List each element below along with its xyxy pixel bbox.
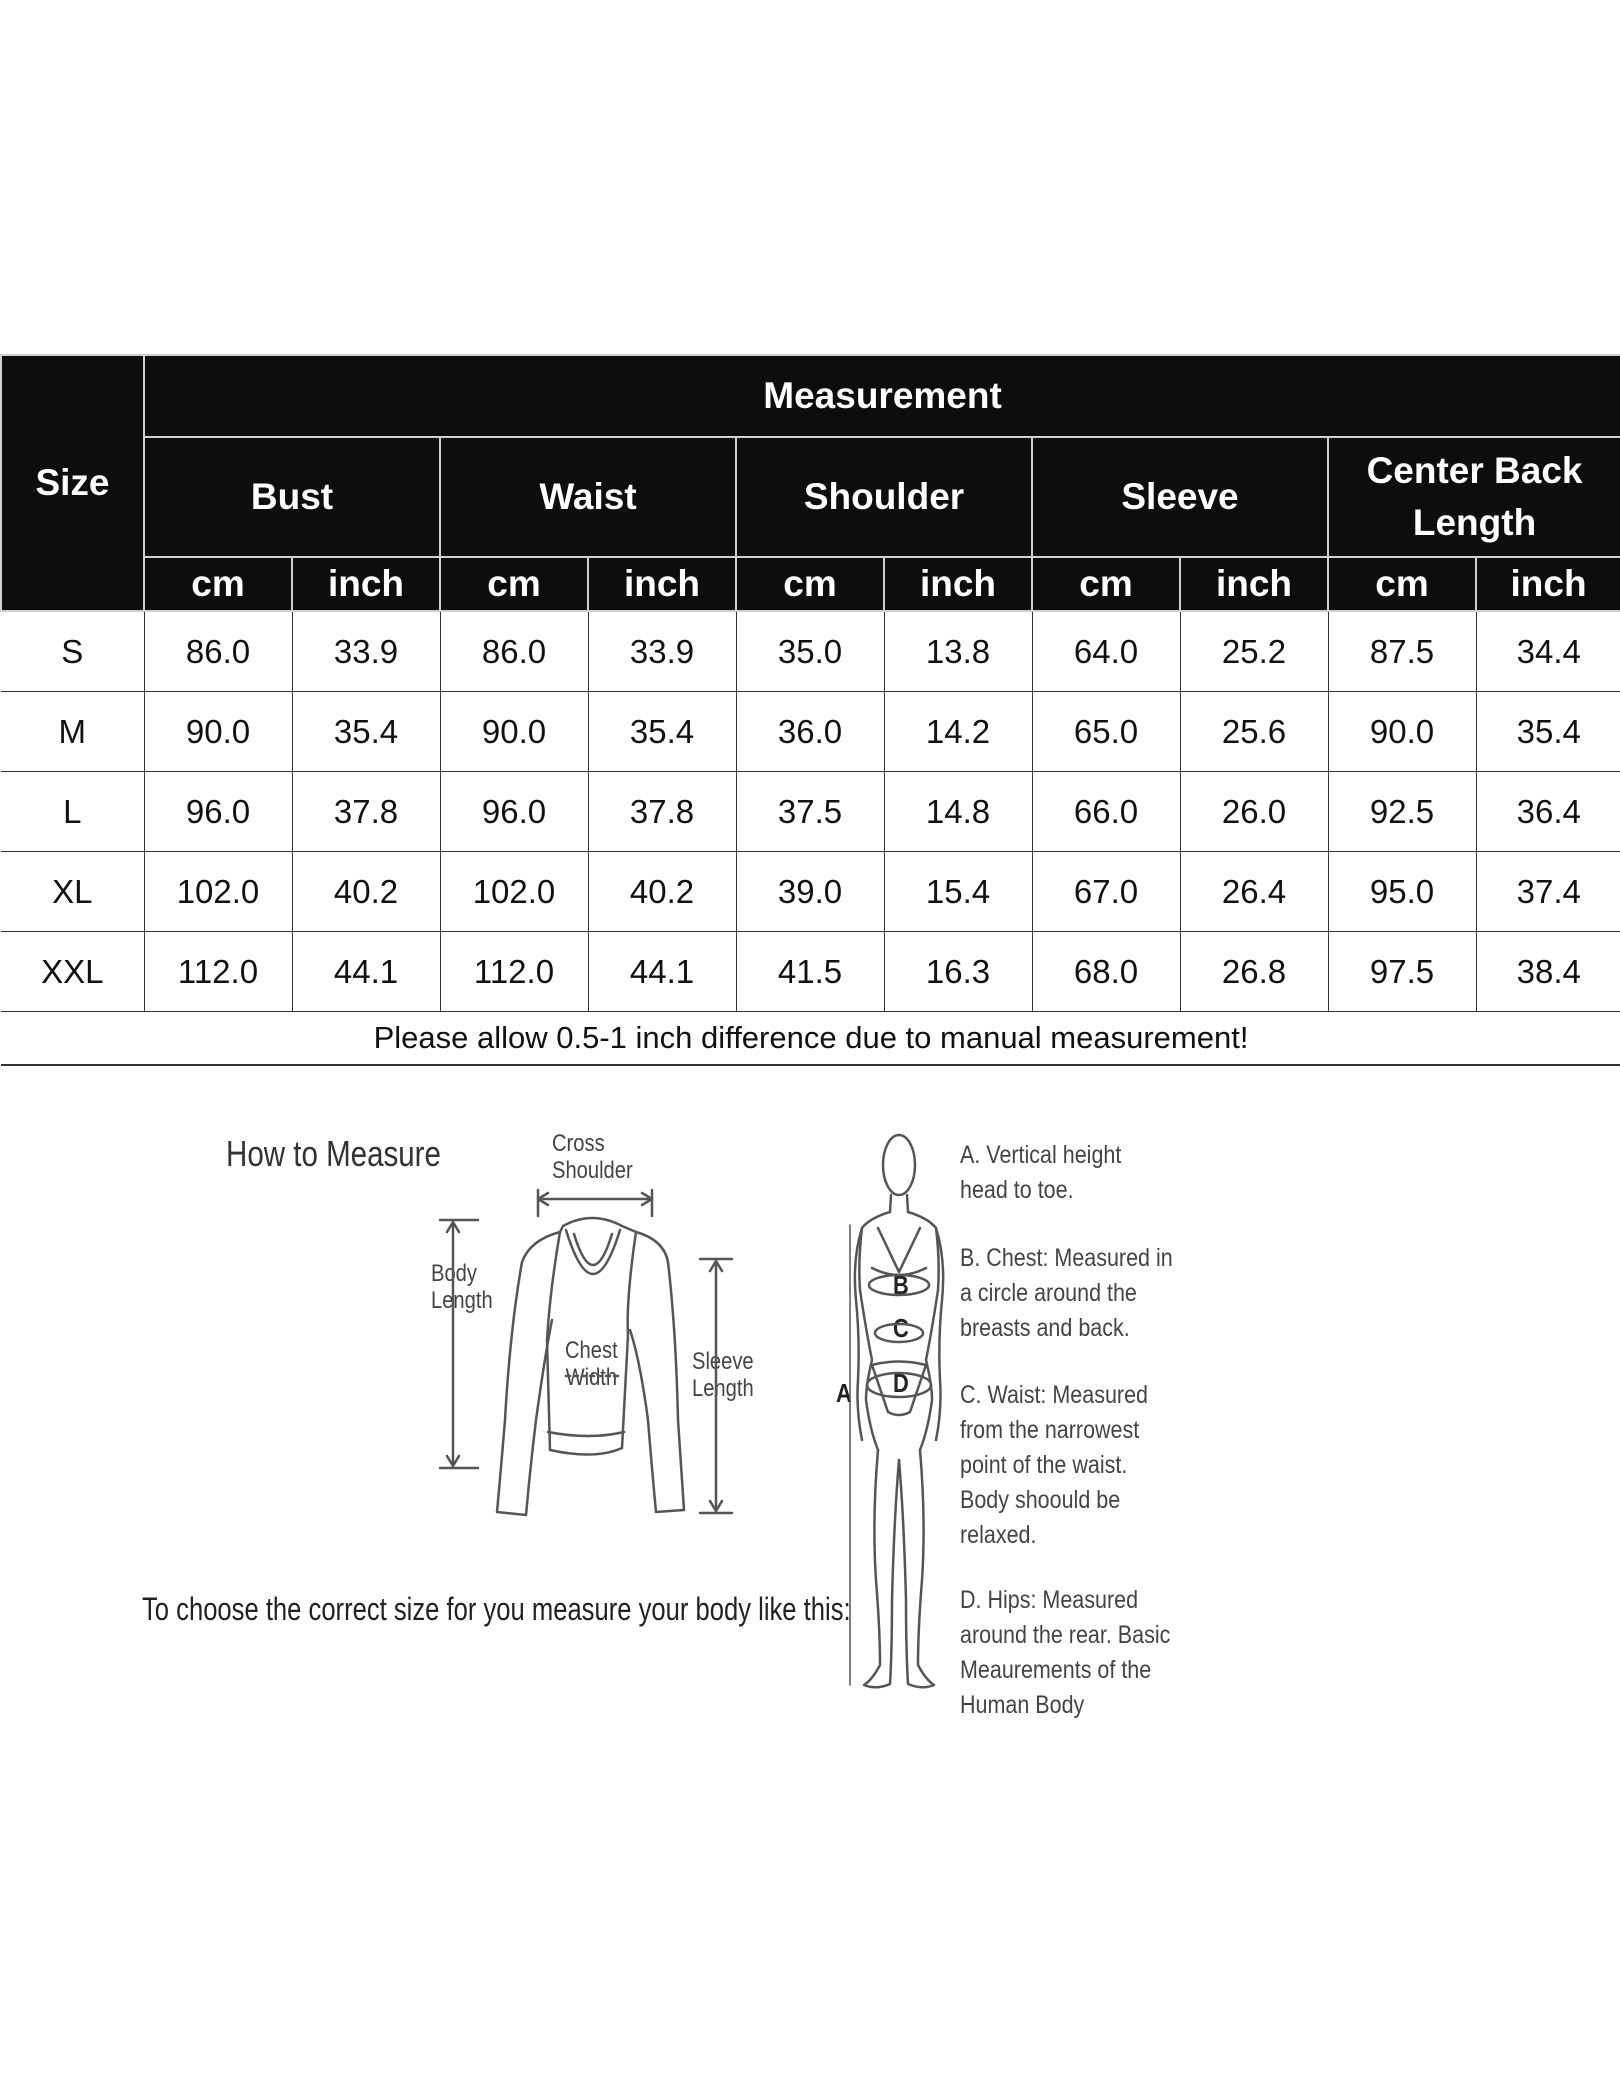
size-chart-table <box>0 354 1620 1066</box>
unit-header: cm <box>1032 557 1180 611</box>
how-to-measure-title: How to Measure <box>226 1133 441 1174</box>
value-cell: 35.0 <box>736 611 884 692</box>
legend-item-a: A. Vertical height head to toe. <box>960 1141 1122 1204</box>
value-cell: 26.4 <box>1180 852 1328 932</box>
group-header-shoulder: Shoulder <box>736 437 1032 557</box>
value-cell: 67.0 <box>1032 852 1180 932</box>
label-line: Sleeve <box>692 1348 754 1375</box>
table-body <box>1 611 1620 1012</box>
value-cell: 37.5 <box>736 772 884 852</box>
value-cell: 112.0 <box>144 932 292 1012</box>
value-cell: 65.0 <box>1032 692 1180 772</box>
value-cell: 15.4 <box>884 852 1032 932</box>
legend-item-c: C. Waist: Measured from the narrowest point of the waist. Body shoould be relaxed. <box>960 1381 1148 1549</box>
measurement-header: Measurement <box>144 355 1620 437</box>
size-cell: XL <box>1 852 144 932</box>
value-cell: 102.0 <box>144 852 292 932</box>
unit-header: inch <box>884 557 1032 611</box>
value-cell: 16.3 <box>884 932 1032 1012</box>
value-cell: 102.0 <box>440 852 588 932</box>
marker-c: C <box>893 1313 909 1343</box>
value-cell: 87.5 <box>1328 611 1476 692</box>
value-cell: 90.0 <box>1328 692 1476 772</box>
group-header-center-back-length: Center Back Length <box>1328 437 1620 557</box>
sleeve-length-label <box>692 1348 754 1402</box>
unit-header: cm <box>440 557 588 611</box>
value-cell: 35.4 <box>1476 692 1620 772</box>
value-cell: 36.0 <box>736 692 884 772</box>
body-length-label <box>431 1260 493 1314</box>
label-line: Cross <box>552 1130 605 1157</box>
legend-item-b: B. Chest: Measured in a circle around the breasts and back. <box>960 1244 1173 1342</box>
value-cell: 41.5 <box>736 932 884 1012</box>
value-cell: 37.8 <box>292 772 440 852</box>
value-cell: 14.8 <box>884 772 1032 852</box>
value-cell: 36.4 <box>1476 772 1620 852</box>
unit-header: cm <box>144 557 292 611</box>
body-figure <box>850 1135 943 1687</box>
value-cell: 86.0 <box>440 611 588 692</box>
value-cell: 96.0 <box>144 772 292 852</box>
label-line: Body <box>431 1260 477 1287</box>
cross-shoulder-label <box>552 1130 633 1184</box>
table-row <box>1 692 1620 772</box>
value-cell: 37.4 <box>1476 852 1620 932</box>
value-cell: 14.2 <box>884 692 1032 772</box>
label-line: Width <box>565 1364 618 1391</box>
size-cell: L <box>1 772 144 852</box>
unit-header: inch <box>588 557 736 611</box>
table-row <box>1 932 1620 1012</box>
value-cell: 90.0 <box>440 692 588 772</box>
label-line: Chest <box>565 1337 618 1364</box>
value-cell: 86.0 <box>144 611 292 692</box>
value-cell: 68.0 <box>1032 932 1180 1012</box>
value-cell: 97.5 <box>1328 932 1476 1012</box>
value-cell: 92.5 <box>1328 772 1476 852</box>
label-line: Length <box>692 1375 754 1402</box>
size-cell: M <box>1 692 144 772</box>
value-cell: 64.0 <box>1032 611 1180 692</box>
value-cell: 38.4 <box>1476 932 1620 1012</box>
value-cell: 33.9 <box>292 611 440 692</box>
group-header-bust: Bust <box>144 437 440 557</box>
value-cell: 66.0 <box>1032 772 1180 852</box>
unit-header: inch <box>1180 557 1328 611</box>
legend-item-d: D. Hips: Measured around the rear. Basic Meaurements of the Human Body <box>960 1586 1171 1719</box>
value-cell: 40.2 <box>588 852 736 932</box>
unit-header: inch <box>1476 557 1620 611</box>
value-cell: 112.0 <box>440 932 588 1012</box>
value-cell: 33.9 <box>588 611 736 692</box>
value-cell: 13.8 <box>884 611 1032 692</box>
measure-instruction-text: To choose the correct size for you measure your body like this: <box>142 1591 851 1627</box>
value-cell: 25.6 <box>1180 692 1328 772</box>
table-header <box>1 355 1620 611</box>
marker-d: D <box>893 1368 909 1398</box>
value-cell: 44.1 <box>292 932 440 1012</box>
value-cell: 96.0 <box>440 772 588 852</box>
measurement-note: Please allow 0.5-1 inch difference due to manual measurement! <box>1 1012 1620 1066</box>
unit-header: inch <box>292 557 440 611</box>
group-header-waist: Waist <box>440 437 736 557</box>
unit-header: cm <box>1328 557 1476 611</box>
table-row <box>1 611 1620 692</box>
table-row <box>1 852 1620 932</box>
table-row <box>1 772 1620 852</box>
value-cell: 26.0 <box>1180 772 1328 852</box>
value-cell: 34.4 <box>1476 611 1620 692</box>
value-cell: 25.2 <box>1180 611 1328 692</box>
value-cell: 39.0 <box>736 852 884 932</box>
unit-header: cm <box>736 557 884 611</box>
value-cell: 37.8 <box>588 772 736 852</box>
size-cell: S <box>1 611 144 692</box>
chest-width-label <box>565 1337 618 1391</box>
value-cell: 95.0 <box>1328 852 1476 932</box>
value-cell: 44.1 <box>588 932 736 1012</box>
value-cell: 40.2 <box>292 852 440 932</box>
marker-a: A <box>836 1378 852 1408</box>
value-cell: 26.8 <box>1180 932 1328 1012</box>
label-line: Length <box>431 1287 493 1314</box>
group-header-sleeve: Sleeve <box>1032 437 1328 557</box>
value-cell: 35.4 <box>588 692 736 772</box>
value-cell: 35.4 <box>292 692 440 772</box>
size-column-header: Size <box>1 355 144 611</box>
label-line: Shoulder <box>552 1157 633 1184</box>
marker-b: B <box>893 1270 909 1300</box>
size-cell: XXL <box>1 932 144 1012</box>
value-cell: 90.0 <box>144 692 292 772</box>
